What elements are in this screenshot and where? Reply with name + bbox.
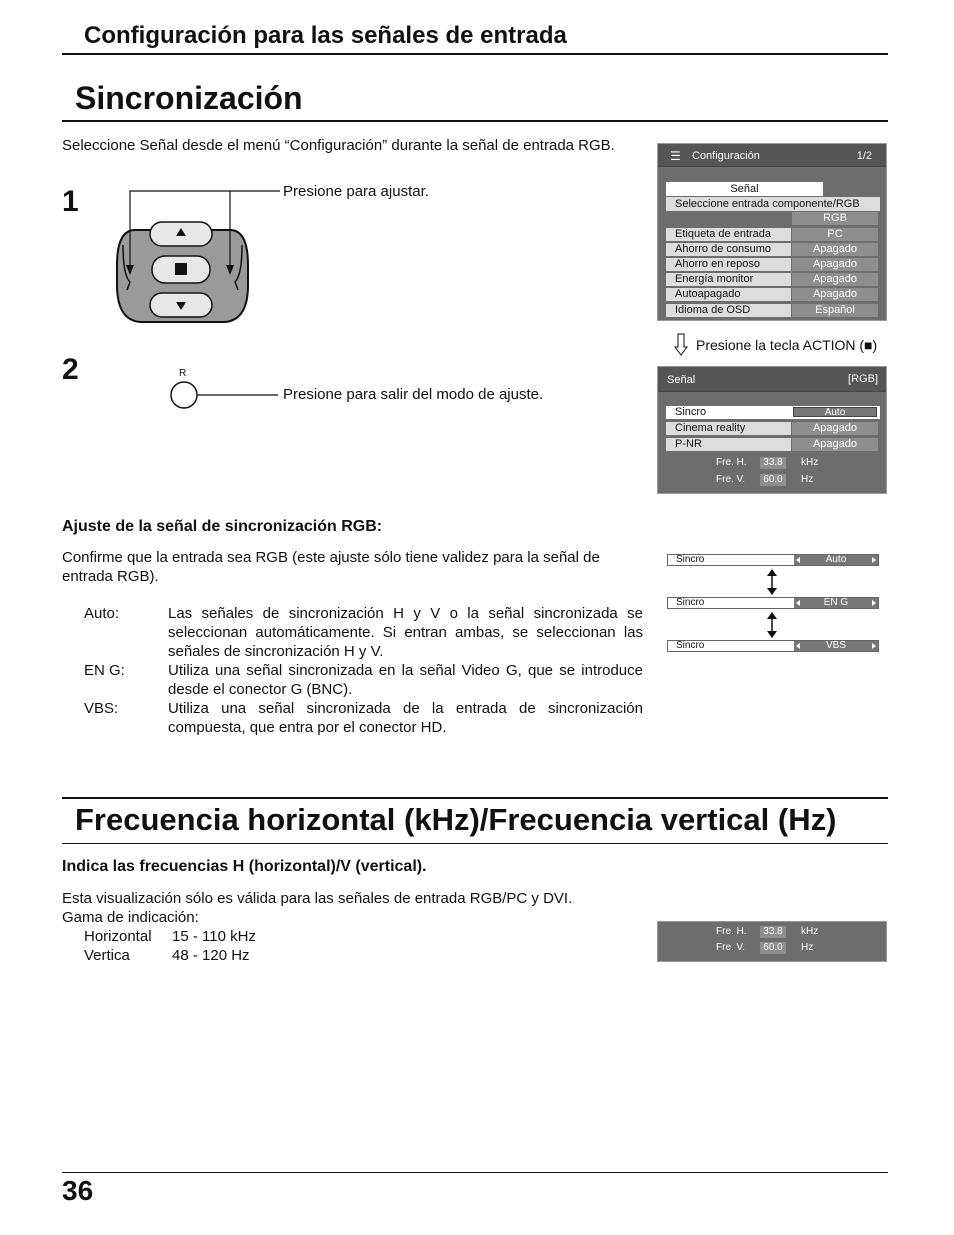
freq-v-unit: Hz [801,474,814,485]
row-label: Etiqueta de entrada [666,228,791,241]
row-value: Apagado [792,243,878,256]
sincro-row[interactable] [666,406,880,419]
freq-h-label: Fre. H. [716,457,747,468]
term-en-g: EN G: [84,662,125,679]
row-value: Apagado [792,258,878,271]
row-value[interactable]: Auto [793,407,877,417]
config-menu-page: 1/2 [856,150,872,162]
config-menu-row[interactable] [666,304,878,317]
stop-square-icon [175,263,187,275]
row-value: Apagado [792,273,878,286]
freq-title-rule [62,843,888,844]
sync-bar-label: Sincro [676,554,705,565]
freq-v-label: Fre. V. [716,474,746,485]
sync-bar-auto[interactable] [667,554,879,566]
freq-h-range: 15 - 110 kHz [172,928,256,945]
r-button-diagram[interactable] [170,380,280,412]
freq-v-range: 48 - 120 Hz [172,947,250,964]
sync-bar-label: Sincro [676,597,705,608]
row-label: Energía monitor [666,273,791,286]
desc-auto: Las señales de sincronización H y V o la señal sincronizada se seleccionan automáticamente. Si entran ambas, se seleccionan las señales de sincronización H y V. [168,605,643,660]
row-label: Ahorro de consumo [666,243,791,256]
footer-rule [62,1172,888,1173]
menu-list-icon: ☰ [670,149,681,163]
signal-menu-screen [657,366,887,494]
desc-vbs: Utiliza una señal sincronizada de la entrada de sincronización compuesta, que entra por el conector HD. [168,700,643,736]
freq-line-1: Esta visualización sólo es válida para las señales de entrada RGB/PC y DVI. [62,890,573,907]
step-1-number: 1 [62,185,79,218]
row-value: PC [792,228,878,241]
sync-bar-value: VBS [794,641,878,651]
freq-v-range-label: Vertica [84,947,130,964]
row-label: Idioma de OSD [666,304,791,317]
right-arrow-icon [872,557,876,563]
row-label: Sincro [675,406,707,418]
right-arrow-icon [872,643,876,649]
step-2-label: Presione para salir del modo de ajuste. [283,386,544,403]
sync-bar-label: Sincro [676,640,705,651]
signal-menu-row[interactable] [666,438,878,451]
right-arrow-icon [872,600,876,606]
section-title: Configuración para las señales de entrada [84,22,567,49]
freq-h-label: Fre. H. [716,926,747,937]
config-menu-row[interactable] [666,258,878,271]
freq-v-value: 60.0 [760,474,786,486]
signal-menu-title: Señal [667,374,696,386]
config-menu-title: Configuración [692,150,760,162]
row-value: Español [792,304,878,317]
freq-subtitle: Indica las frecuencias H (horizontal)/V (vertical). [62,858,427,875]
page-number: 36 [62,1175,94,1206]
row-value: Apagado [792,288,878,301]
freq-h-value: 33.8 [760,457,786,469]
row-label: Cinema reality [666,422,791,435]
freq-h-value: 33.8 [760,926,786,938]
config-menu-component-row[interactable]: Seleccione entrada componente/RGB [666,197,880,211]
freq-top-rule [62,797,888,799]
remote-control-diagram [115,185,445,325]
freq-display-screen [657,921,887,962]
action-note: Presione la tecla ACTION (■) [696,337,878,353]
double-arrow-icon [764,612,780,638]
term-vbs: VBS: [84,700,119,717]
freq-v-value: 60.0 [760,942,786,954]
config-menu-screen [657,143,887,321]
config-menu-row[interactable] [666,243,878,256]
freq-h-unit: kHz [801,457,819,468]
header-rule [62,53,888,55]
row-label: Autoapagado [666,288,791,301]
left-arrow-icon [796,600,800,606]
freq-title: Frecuencia horizontal (kHz)/Frecuencia vertical (Hz) [75,802,837,837]
row-value: Apagado [792,422,878,435]
freq-line-2: Gama de indicación: [62,909,199,926]
freq-h-unit: kHz [801,926,819,937]
step-2-number: 2 [62,353,79,386]
sync-bar-en-g[interactable] [667,597,879,609]
row-label: P-NR [666,438,791,451]
sync-adjust-heading: Ajuste de la señal de sincronización RGB: [62,518,383,535]
signal-menu-titlebar [658,367,886,392]
r-button-label: R [179,368,187,379]
freq-h-range-label: Horizontal [84,928,152,945]
desc-en-g: Utiliza una señal sincronizada en la señal Video G, que se introduce desde el conector G (BNC). [168,662,643,698]
signal-menu-row[interactable] [666,422,878,435]
config-menu-row[interactable] [666,288,878,301]
sync-adjust-intro: Confirme que la entrada sea RGB (este ajuste sólo tiene validez para la señal de entrada RGB). [62,549,600,585]
config-menu-row[interactable] [666,228,878,241]
signal-menu-mode: [RGB] [848,373,878,385]
freq-v-unit: Hz [801,942,814,953]
row-value: Apagado [792,438,878,451]
left-arrow-icon [796,557,800,563]
down-hollow-arrow-icon [674,333,688,357]
config-menu-selected-item[interactable]: Señal [666,182,823,196]
config-menu-row[interactable] [666,273,878,286]
double-arrow-icon [764,569,780,595]
r-button[interactable] [171,382,197,408]
sync-bar-value: Auto [794,555,878,565]
freq-v-label: Fre. V. [716,942,746,953]
config-menu-component-value: RGB [792,212,878,225]
left-arrow-icon [796,643,800,649]
sync-bar-vbs[interactable] [667,640,879,652]
sync-title-rule [62,120,888,122]
config-menu-titlebar [658,144,886,167]
term-auto: Auto: [84,605,120,622]
row-label: Ahorro en reposo [666,258,791,271]
sync-title: Sincronización [75,80,303,116]
step-1-label: Presione para ajustar. [283,183,429,200]
sync-bar-value: EN G [794,598,878,608]
sync-intro: Seleccione Señal desde el menú “Configuración” durante la señal de entrada RGB. [62,137,615,154]
